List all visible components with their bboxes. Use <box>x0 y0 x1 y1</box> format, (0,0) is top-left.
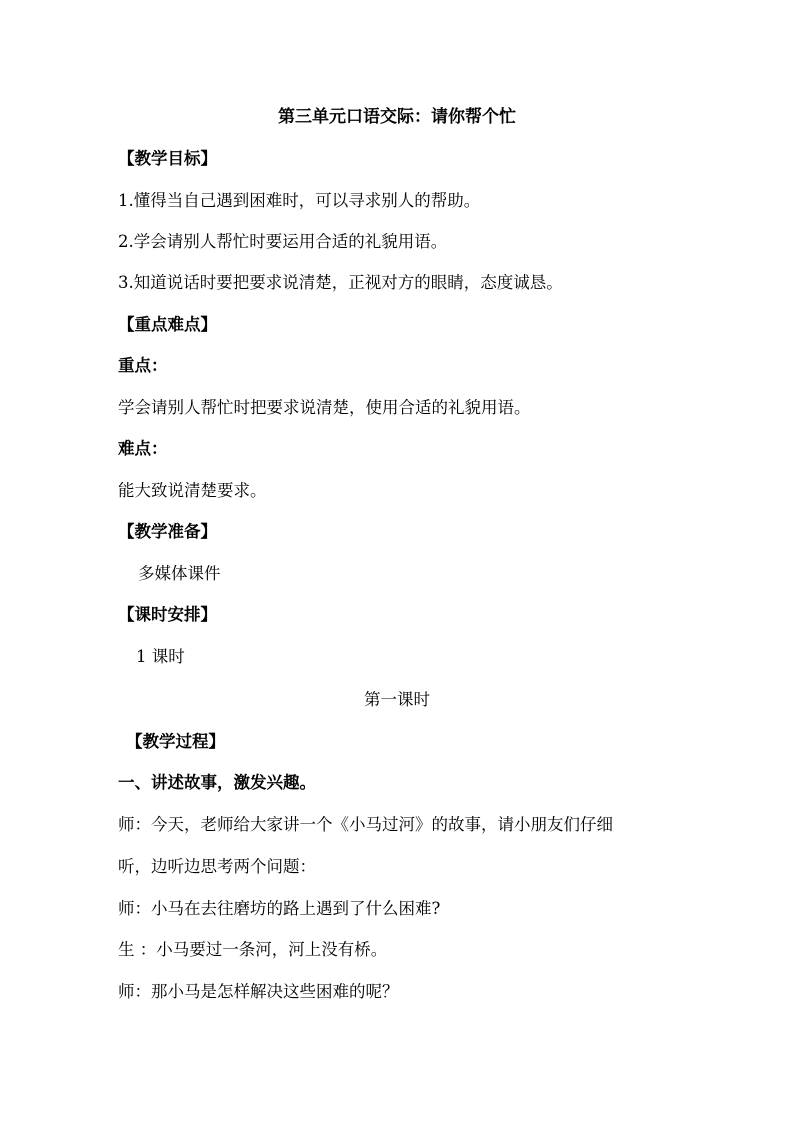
goal-item: 2.学会请别人帮忙时要运用合适的礼貌用语。 <box>118 232 448 251</box>
process-heading: 【教学过程】 <box>126 732 225 751</box>
step1-heading: 一、讲述故事，激发兴趣。 <box>118 773 316 792</box>
dialogue-line: 听，边听边思考两个问题： <box>118 857 316 876</box>
goal-item: 1.懂得当自己遇到困难时，可以寻求别人的帮助。 <box>118 191 481 210</box>
lesson-title: 第一课时 <box>364 690 430 709</box>
key-label: 重点： <box>118 356 168 375</box>
dialogue-line: 师：那小马是怎样解决这些困难的呢？ <box>118 982 399 1001</box>
document-title: 第三单元口语交际：请你帮个忙 <box>278 107 516 127</box>
key-heading: 【重点难点】 <box>118 315 217 334</box>
key-text: 学会请别人帮忙时把要求说清楚，使用合适的礼貌用语。 <box>118 398 531 417</box>
difficult-text: 能大致说清楚要求。 <box>118 481 267 500</box>
dialogue-line: 师：小马在去往磨坊的路上遇到了什么困难? <box>118 899 441 918</box>
schedule-heading: 【课时安排】 <box>118 605 217 624</box>
prep-heading: 【教学准备】 <box>118 522 217 541</box>
goal-item: 3.知道说话时要把要求说清楚，正视对方的眼睛，态度诚恳。 <box>118 273 563 292</box>
dialogue-line: 生 ：小马要过一条河，河上没有桥。 <box>118 940 388 959</box>
goals-heading: 【教学目标】 <box>118 149 217 168</box>
difficult-label: 难点： <box>118 439 168 458</box>
prep-text: 多媒体课件 <box>138 564 221 583</box>
schedule-text: 1 课时 <box>136 647 185 666</box>
dialogue-line: 师：今天，老师给大家讲一个《小马过河》的故事，请小朋友们仔细 <box>118 815 613 834</box>
